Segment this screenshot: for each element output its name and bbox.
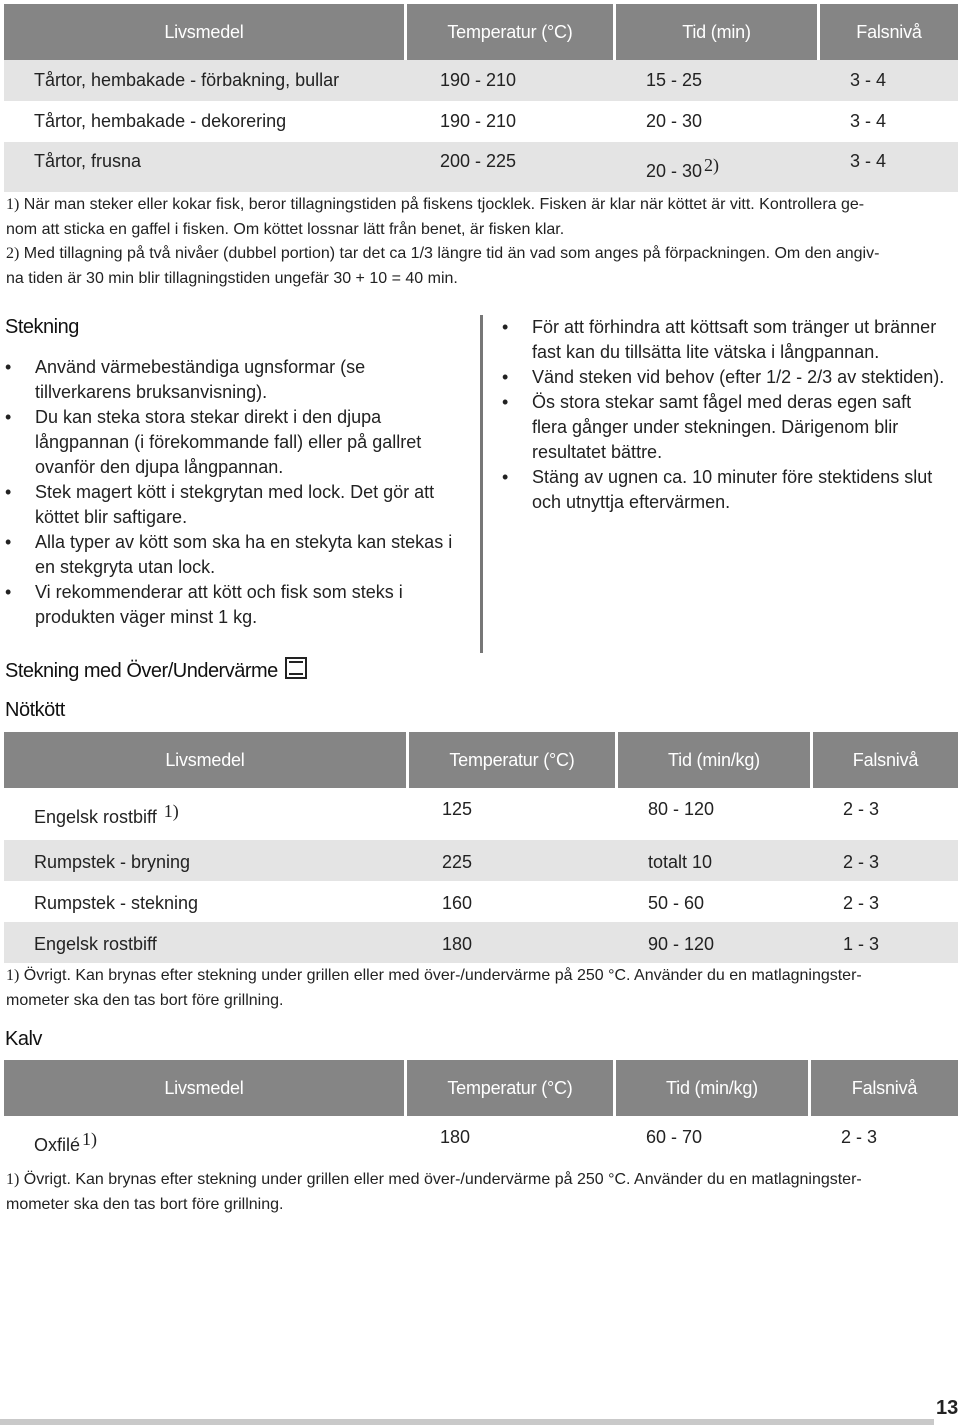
footnote-marker: 1) xyxy=(163,801,179,821)
footnote-text: nom att sticka en gaffel i fisken. Om köttet lossnar lätt från benet, är fisken klar. xyxy=(6,220,565,238)
cell-level: 3 - 4 xyxy=(850,151,887,171)
cell-temp: 225 xyxy=(442,852,473,872)
list-item: • För att förhindra att köttsaft som tränger ut bränner fast kan du tillsätta lite vätska i långpannan. xyxy=(502,315,958,365)
col-header-time: Tid (min/kg) xyxy=(618,732,810,788)
col-header-time: Tid (min) xyxy=(616,4,817,60)
table-header xyxy=(4,1060,958,1116)
footnote-text: Övrigt. Kan brynas efter stekning under grillen eller med över-/undervärme på 250 °C. Använder du en matlagningster- xyxy=(23,967,862,984)
table-row xyxy=(4,60,958,101)
veal-table xyxy=(4,1060,958,1168)
footnote-marker: 1) xyxy=(6,1171,20,1188)
footnotes xyxy=(6,193,956,291)
cell-temp: 200 - 225 xyxy=(440,151,517,171)
list-item: • Vi rekommenderar att kött och fisk som steks i produkten väger minst 1 kg. xyxy=(5,580,475,630)
cell-food: Tårtor, frusna xyxy=(34,151,142,171)
list-item: • Vänd steken vid behov (efter 1/2 - 2/3 av stektiden). xyxy=(502,365,958,390)
footnotes xyxy=(6,1168,956,1217)
cell-time: 50 - 60 xyxy=(648,893,705,913)
cell-temp: 180 xyxy=(442,934,473,954)
cell-level: 2 - 3 xyxy=(843,852,880,872)
bullet-list-left xyxy=(5,355,475,630)
cell-time: 15 - 25 xyxy=(646,70,703,90)
section-title-overundervarme: Stekning med Över/Undervärme xyxy=(5,660,278,682)
list-item: • Stäng av ugnen ca. 10 minuter före stektidens slut och utnyttja eftervärmen. xyxy=(502,465,958,515)
time-value: 20 - 30 xyxy=(646,161,703,181)
footnote-text: Övrigt. Kan brynas efter stekning under grillen eller med över-/undervärme på 250 °C. Använder du en matlagningster- xyxy=(23,1171,862,1188)
table-header xyxy=(4,4,958,60)
cell-level: 3 - 4 xyxy=(850,111,887,131)
col-header-temp: Temperatur (°C) xyxy=(409,732,615,788)
cell-time xyxy=(616,142,820,192)
page-footer-bar xyxy=(0,1419,934,1425)
cell-time: 80 - 120 xyxy=(648,799,715,819)
beef-table xyxy=(4,732,958,963)
footnote-marker: 2) xyxy=(704,155,720,175)
table-header xyxy=(4,732,958,788)
bullet-list-right xyxy=(502,315,958,515)
list-item: • Du kan steka stora stekar direkt i den djupa långpannan (i förekommande fall) eller på gallret ovanför den djupa långpannan. xyxy=(5,405,475,480)
cell-time: 90 - 120 xyxy=(648,934,715,954)
footnote-marker: 1) xyxy=(6,196,20,213)
footnote-text: mometer ska den tas bort före grillning. xyxy=(6,1195,284,1213)
cell-food: Engelsk rostbiff 1) xyxy=(34,801,179,827)
page-number: 13 xyxy=(936,1397,959,1419)
cell-temp: 125 xyxy=(442,799,473,819)
footnote-1 xyxy=(6,193,956,218)
footnote-1 xyxy=(6,964,956,989)
cell-time: 20 - 30 xyxy=(646,111,703,131)
footnote-text: Med tillagning på två nivåer (dubbel portion) tar det ca 1/3 längre tid än vad som anges på förpackningen. Om den angiv- xyxy=(23,245,880,262)
table-row xyxy=(4,840,958,881)
subsection-title-notkott: Nötkött xyxy=(5,699,65,721)
list-item: • Stek magert kött i stekgrytan med lock. Det gör att köttet blir saftigare. xyxy=(5,480,475,530)
cell-level: 2 - 3 xyxy=(843,893,880,913)
list-item: • Ös stora stekar samt fågel med deras egen saft flera gånger under stekningen. Därigenom blir resultatet bättre. xyxy=(502,390,958,465)
col-header-temp: Temperatur (°C) xyxy=(407,1060,613,1116)
cell-temp: 180 xyxy=(440,1127,471,1147)
table-row xyxy=(4,881,958,922)
subsection-title-kalv: Kalv xyxy=(5,1028,42,1050)
oven-top-bottom-heat-icon xyxy=(285,657,307,679)
column-divider xyxy=(480,315,483,653)
cell-temp: 190 - 210 xyxy=(440,111,517,131)
cell-food: Oxfilé 1) xyxy=(34,1129,98,1155)
table-row xyxy=(4,922,958,963)
col-header-level: Falsnivå xyxy=(813,732,958,788)
col-header-food: Livsmedel xyxy=(4,732,406,788)
footnote-marker: 1) xyxy=(82,1129,98,1149)
baking-table xyxy=(4,4,958,192)
section-title-stekning: Stekning xyxy=(5,316,79,338)
list-item: • Alla typer av kött som ska ha en stekyta kan stekas i en stekgryta utan lock. xyxy=(5,530,475,580)
table-row xyxy=(4,142,958,192)
cell-food: Rumpstek - stekning xyxy=(34,893,199,913)
footnote-marker: 1) xyxy=(6,967,20,984)
footnotes xyxy=(6,964,956,1013)
col-header-level: Falsnivå xyxy=(811,1060,958,1116)
cell-level: 2 - 3 xyxy=(841,1127,878,1147)
footnote-1 xyxy=(6,1168,956,1193)
cell-food: Tårtor, hembakade - dekorering xyxy=(34,111,287,131)
footnote-text: När man steker eller kokar fisk, beror tillagningstiden på fiskens tjocklek. Fisken är klar när köttet är vitt. Kontrollera ge- xyxy=(23,196,865,213)
cell-food: Rumpstek - bryning xyxy=(34,852,191,872)
footnote-marker: 2) xyxy=(6,245,20,262)
col-header-temp: Temperatur (°C) xyxy=(407,4,613,60)
cell-temp: 190 - 210 xyxy=(440,70,517,90)
cell-time: 60 - 70 xyxy=(646,1127,703,1147)
table-row xyxy=(4,1116,958,1168)
cell-temp: 160 xyxy=(442,893,473,913)
footnote-text: na tiden är 30 min blir tillagningstiden ungefär 30 + 10 = 40 min. xyxy=(6,269,458,287)
cell-food: Engelsk rostbiff xyxy=(34,934,157,954)
cell-level: 2 - 3 xyxy=(843,799,880,819)
footnote-2 xyxy=(6,242,956,267)
cell-food: Tårtor, hembakade - förbakning, bullar xyxy=(34,70,340,90)
col-header-food: Livsmedel xyxy=(4,1060,404,1116)
col-header-food: Livsmedel xyxy=(4,4,404,60)
footnote-text: mometer ska den tas bort före grillning. xyxy=(6,991,284,1009)
cell-level: 1 - 3 xyxy=(843,934,880,954)
col-header-time: Tid (min/kg) xyxy=(616,1060,808,1116)
table-row xyxy=(4,101,958,142)
cell-level: 3 - 4 xyxy=(850,70,887,90)
list-item: • Använd värmebeständiga ugnsformar (se tillverkarens bruksanvisning). xyxy=(5,355,475,405)
col-header-level: Falsnivå xyxy=(820,4,958,60)
table-row xyxy=(4,788,958,840)
cell-time: totalt 10 xyxy=(648,852,713,872)
